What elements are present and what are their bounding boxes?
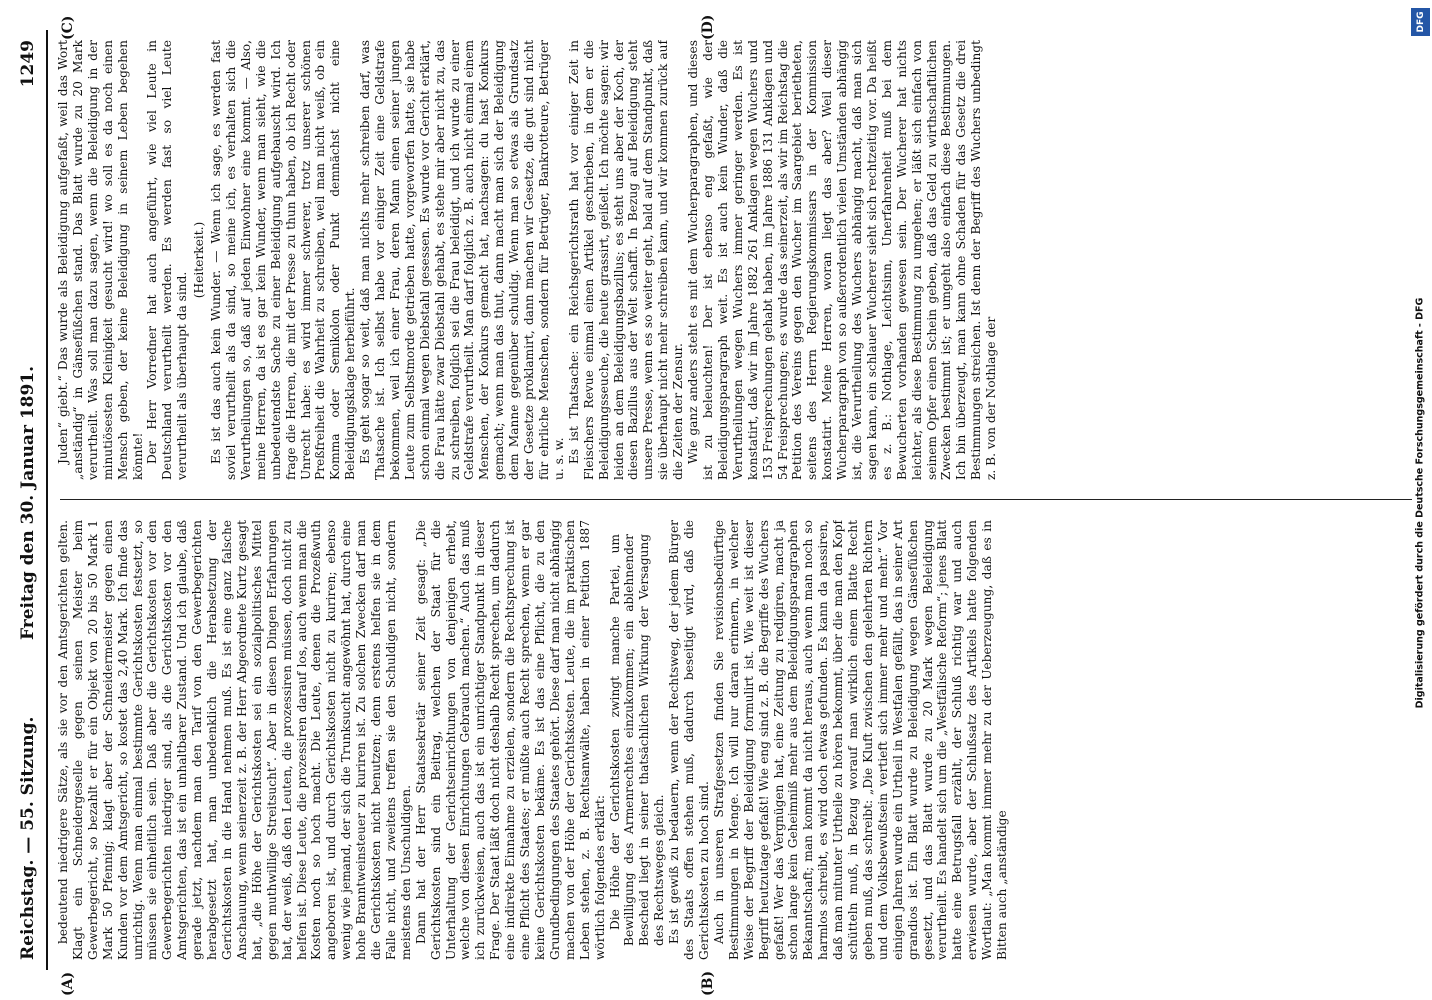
header-rule <box>46 30 48 970</box>
paragraph: Juden“ giebt.“ Das wurde als Beleidigung aufgefaßt, weil das Wort „anständig“ in Gänsefüßchen stand. Das Blatt wurde zu 20 Mark verurtheilt. Was soll man dazu sagen, wenn die Beleidigung in der minutiösesten Kleinigkeit gesucht wird! wo soll es da noch einen Mensch geben, der keine Beleidigung in seinem Leben begehen könnte! <box>56 40 145 480</box>
margin-letter-b: (B) <box>700 970 716 996</box>
header-date: Freitag den 30. Januar 1891. <box>18 365 38 640</box>
margin-letter-a: (A) <box>60 971 76 996</box>
credit-text: Digitalisierung gefördert durch die Deutsche Forschungsgemeinschaft - DFG <box>1414 297 1426 709</box>
paragraph: Dann hat der Herr Staatssekretär seiner Zeit gesagt: „Die Gerichtskosten sind ein Beitrag, welchen der Staat für die Unterhaltung der Gerichtseinrichtungen von denjenigen erhebt, welche von diesen Einrichtungen Gebrauch machen.“ Auch das muß ich zurückweisen, auch das ist ein unrichtiger Standpunkt in dieser Frage. Der Staat läßt doch nicht deshalb Recht sprechen, um dadurch eine indirekte Einnahme zu erzielen, sondern die Rechtsprechung ist eine Pflicht des Staates; er müßte auch Recht sprechen, wenn er gar keine Gerichtskosten bekäme. Es ist das eine Pflicht, die zu den Grundbedingungen des Staates gehört. Diese darf man nicht abhängig machen von der Höhe der Gerichtskosten. Leute, die im praktischen Leben stehen, z. B. Rechtsanwälte, haben in einer Petition 1887 wörtlich folgendes erklärt: <box>413 520 607 960</box>
dfg-logo-text: DFG <box>1415 11 1426 33</box>
text-column-left <box>56 520 1416 960</box>
digitization-credit <box>1410 8 1430 998</box>
paragraph: Wie ganz anders steht es mit dem Wucherparagraphen, und dieses ist zu beleuchten! Der ist ebenso eng gefaßt, wie der Beleidigungsparagraph weit. Es ist auch kein Wunder, daß die Verurtheilungen wegen Wuchers immer geringer werden. Es ist konstatirt, daß wir im Jahre 1882 261 Anklagen wegen Wuchers und 153 Freisprechungen gehabt haben, im Jahre 1886 131 Anklagen und 54 Freisprechungen; es wurde das seinerzeit, als wir im Reichstag die Petition des Vereins gegen den Wucher im Saargebiet berietheten, seitens des Herrn Regierungskommissars in der Kommission konstatirt. Meine Herren, woran liegt das aber? Weil dieser Wucherparagraph von so außerordentlich vielen Umständen abhängig ist, die Verurtheilung des Wuchers abhängig macht, daß man sich sagen kann, ein schlauer Wucherer sieht sich rechtzeitig vor. Da heißt es z. B.: Nothlage, Leichtsinn, Unerfahrenheit muß bei dem Bewucherten vorhanden gewesen sein. Der Wucherer hat nichts leichter, als diese Bestimmung zu umgehen; er läßt sich einfach von seinem Opfer einen Schein geben, daß das Geld zu wirthschaftlichen Zwecken bestimmt ist; er umgeht also einfach diese Bestimmungen. Ich bin überzeugt, man kann ohne Schaden für das Gesetz die drei Bestimmungen streichen. Ist denn der Begriff des Wuchers unbedingt z. B. von der Nothlage der <box>686 40 999 480</box>
page-header <box>0 0 50 1000</box>
paragraph: Der Herr Vorredner hat auch angeführt, wie viel Leute in Deutschland verurtheilt werden. Es werden fast so viel Leute verurtheilt als überhaupt da sind. <box>145 40 190 480</box>
margin-letter-d: (D) <box>700 14 716 40</box>
column-divider <box>60 499 1412 500</box>
dfg-logo <box>1411 8 1430 36</box>
page-number: 1249 <box>18 40 38 88</box>
paragraph: Es ist gewiß zu bedauern, wenn der Rechtsweg, der jedem Bürger des Staats offen stehen muß, dadurch beseitigt wird, daß die Gerichtskosten zu hoch sind. <box>667 520 711 960</box>
quote-paragraph: Die Höhe der Gerichtskosten zwingt manche Partei, um Bewilligung des Armenrechtes einzukommen; ein ablehnender Bescheid liegt in seiner thatsächlichen Wirkung der Versagung des Rechtsweges gleich. <box>607 534 667 946</box>
header-left: Reichstag. — 55. Sitzung. <box>18 716 38 960</box>
paragraph: Es ist Thatsache: ein Reichsgerichtsrath hat vor einiger Zeit in Fleischers Revue einmal einen Artikel geschrieben, in dem er die Beleidigungsseuche, die heute grassirt, geißelt. Ich möchte sagen: wir leiden an dem Beleidigungsbazillus; es steht uns aber der Koch, der diesen Bazillus aus der Welt schafft. In Bezug auf Beleidigung steht unsere Presse, wenn es so weiter geht, bald auf dem Standpunkt, daß sie überhaupt nicht mehr schreiben kann, und wir kommen zurück auf die Zeiten der Zensur. <box>566 40 686 480</box>
paragraph: Es ist das auch kein Wunder. — Wenn ich sage, es werden fast soviel verurtheilt als da sind, so meine ich, es verhalten sich die Verurtheilungen so, daß auf jeden Einwohner eine kommt. — Also, meine Herren, da ist es gar kein Wunder, wenn man sieht, wie die unbedeutendste Sache zu einer Beleidigung aufgebauscht wird. Ich frage die Herren, die mit der Presse zu thun haben, ob ich Recht oder Unrecht habe: es wird immer schwerer, trotz unserer schönen Preßfreiheit die Wahrheit zu schreiben, weil man nicht weiß, ob ein Komma oder Semikolon oder Punkt demnächst nicht eine Beleidigungsklage herbeiführt. <box>209 40 358 480</box>
paragraph: bedeutend niedrigere Sätze, als sie vor den Amtsgerichten gelten. Klagt ein Schneidergeselle gegen seinen Meister beim Gewerbegericht, so bezahlt er für ein Objekt von 20 bis 50 Mark 1 Mark 50 Pfennig; klagt aber der Schneidermeister gegen einen Kunden vor dem Amtsgericht, so kostet das 2,40 Mark. Ich finde das unrichtig. Wenn man einmal bestimmte Gerichtskosten festsetzt, so müssen sie einheitlich sein. Daß aber die Gerichtskosten vor den Gewerbegerichten niedriger sind, als die Gerichtskosten vor den Amtsgerichten, das ist ein unhaltbarer Zustand. Und ich glaube, daß gerade jetzt, nachdem man den Tarif von den Gewerbegerichten herabgesetzt hat, man unbedenklich die Herabsetzung der Gerichtskosten in die Hand nehmen muß. Es ist eine ganz falsche Anschauung, wenn seinerzeit z. B. der Herr Abgeordnete Kurtz gesagt hat, „die Höhe der Gerichtskosten sei ein sozialpolitisches Mittel gegen muthwillige Streitsucht“. Aber in diesen Dingen Erfahrungen hat, der weiß, daß den Leuten, die prozessiren müssen, doch nicht zu helfen ist. Diese Leute, die prozessiren darauf los, auch wenn man die Kosten noch so hoch macht. Die Leute, denen die Prozeßwuth angeboren ist, und durch Gerichtskosten nicht zu kuriren; ebenso wenig wie jemand, der sich die Trunksucht angewöhnt hat, durch eine hohe Branntweinsteuer zu kuriren ist. Zu solchen Zwecken darf man die Gerichtskosten nicht benutzen; denn erstens helfen sie in dem Falle nicht, und zweitens treffen sie den Schuldigen nicht, sondern meistens den Unschuldigen. <box>56 520 413 960</box>
paragraph: Es geht sogar so weit, daß man nichts mehr schreiben darf, was Thatsache ist. Ich selbst habe vor einiger Zeit eine Geldstrafe bekommen, weil ich einer Frau, deren Mann einen seiner jungen Leute zum Selbstmorde getrieben hatte, vorgeworfen hatte, sie habe schon einmal wegen Diebstahl gesessen. Es wurde vor Gericht erklärt, die Frau hätte zwar Diebstahl gehabt, es stehe mir aber nicht zu, das zu schreiben, folglich sei die Frau beleidigt, und ich wurde zu einer Geldstrafe verurtheilt. Man darf folglich z. B. auch nicht einmal einem Menschen, der Konkurs gemacht hat, nachsagen: du hast Konkurs gemacht; wenn man das thut, dann macht man sich der Beleidigung dem Manne gegenüber schuldig. Wenn man so etwas als Grundsatz der Gesetze proklamirt, dann machen wir Gesetze, die gut sind nicht für ehrliche Menschen, sondern für Betrüger, Bankrotteure, Betrüger u. s. w. <box>358 40 566 480</box>
text-column-right <box>56 40 1416 480</box>
interjection: (Heiterkeit.) <box>192 221 207 299</box>
paragraph: Auch in unseren Strafgesetzen finden Sie revisionsbedürftige Bestimmungen in Menge. Ich will nur daran erinnern, in welcher Weise der Begriff der Beleidigung formulirt ist. Wie weit ist dieser Begriff heutzutage gefaßt! Wie eng sind z. B. die Begriffe des Wuchers gefaßt! Wer das Vergnügen hat, eine Zeitung zu redigiren, macht ja schon lange kein Geheimniß mehr aus dem Beleidigungsparagraphen Bekanntschaft; man kommt da nicht heraus, auch wenn man noch so harmlos schreibt, es wird doch etwas gefunden. Es kann da passiren, daß man mitunter Urtheile zu hören bekommt, über die man den Kopf schütteln muß, in Bezug worauf man wirklich einem Blatte Recht geben muß, das schreibt: „Die Kluft zwischen den gelehrten Richtern und dem Volksbewußtsein vertieft sich immer mehr und mehr.“ Vor einigen Jahren wurde ein Urtheil in Westfalen gefällt, das in seiner Art grandios ist. Ein Blatt wurde zu Beleidigung wegen Gänsefüßchen gesetzt, und das Blatt wurde zu 20 Mark wegen Beleidigung verurtheilt. Es handelt sich um die „Westfälische Reform“; jenes Blatt hatte eine Betrugsfall erzählt, der Schluß richtig war und auch erwiesen wurde, aber der Schlußsatz des Artikels hatte folgenden Wortlaut: „Man kommt immer mehr zu der Ueberzeugung, daß es in Bitten auch „anständige <box>711 520 1010 960</box>
margin-letter-c: (C) <box>60 15 76 40</box>
